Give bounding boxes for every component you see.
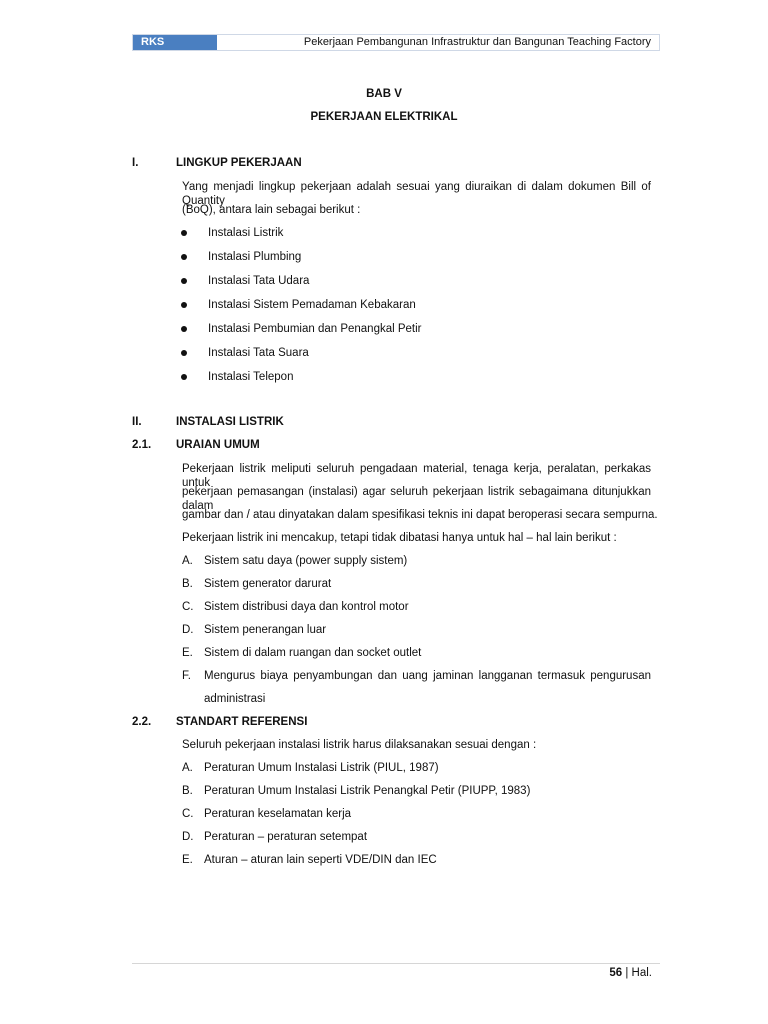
- page-footer: [609, 966, 652, 980]
- list-item: Instalasi Listrik: [208, 227, 284, 239]
- list-item: Sistem distribusi daya dan kontrol motor: [204, 601, 409, 613]
- header-tag: RKS: [133, 35, 217, 50]
- list-letter: A.: [182, 555, 193, 567]
- list-item: Instalasi Plumbing: [208, 251, 302, 263]
- subsection-2-2-title: STANDART REFERENSI: [176, 716, 308, 728]
- section-1-title: LINGKUP PEKERJAAN: [176, 157, 302, 169]
- list-item: Instalasi Tata Suara: [208, 347, 309, 359]
- subsection-2-2-number: 2.2.: [132, 716, 152, 728]
- list-letter: A.: [182, 762, 193, 774]
- page-number: 56: [609, 967, 623, 979]
- bullet-icon: [181, 374, 187, 380]
- list-item: Mengurus biaya penyambungan dan uang jaminan langganan termasuk pengurusan: [204, 670, 651, 682]
- section-2-number: II.: [132, 416, 142, 428]
- bullet-icon: [181, 230, 187, 236]
- bullet-icon: [181, 278, 187, 284]
- footer-divider: [132, 963, 660, 964]
- bullet-icon: [181, 350, 187, 356]
- page-header: [132, 34, 660, 51]
- list-item: Instalasi Pembumian dan Penangkal Petir: [208, 323, 422, 335]
- paragraph-line: Pekerjaan listrik meliputi seluruh pengadaan material, tenaga kerja, peralatan, perkakas untuk: [182, 463, 651, 489]
- list-item: Peraturan Umum Instalasi Listrik (PIUL, 1987): [204, 762, 439, 774]
- list-letter: C.: [182, 601, 194, 613]
- section-2-title: INSTALASI LISTRIK: [176, 416, 284, 428]
- list-item: Instalasi Sistem Pemadaman Kebakaran: [208, 299, 416, 311]
- bullet-icon: [181, 326, 187, 332]
- list-item: Sistem generator darurat: [204, 578, 332, 590]
- list-letter: F.: [182, 670, 191, 682]
- list-item: Instalasi Telepon: [208, 371, 294, 383]
- list-letter: D.: [182, 624, 194, 636]
- list-item: Aturan – aturan lain seperti VDE/DIN dan IEC: [204, 854, 437, 866]
- section-1-number: I.: [132, 157, 139, 169]
- section-1-intro-line1: Yang menjadi lingkup pekerjaan adalah sesuai yang diuraikan di dalam dokumen Bill of Quantity: [182, 181, 651, 207]
- list-letter: B.: [182, 785, 193, 797]
- list-letter: C.: [182, 808, 194, 820]
- list-item: Sistem penerangan luar: [204, 624, 327, 636]
- subsection-2-1-number: 2.1.: [132, 439, 152, 451]
- footer-separator: |: [622, 967, 632, 979]
- subsection-2-1-title: URAIAN UMUM: [176, 439, 260, 451]
- bullet-icon: [181, 254, 187, 260]
- list-item: Peraturan – peraturan setempat: [204, 831, 368, 843]
- paragraph-line: Seluruh pekerjaan instalasi listrik harus dilaksanakan sesuai dengan :: [182, 739, 537, 751]
- list-letter: D.: [182, 831, 194, 843]
- list-item-continuation: administrasi: [204, 693, 266, 705]
- header-title: Pekerjaan Pembangunan Infrastruktur dan Bangunan Teaching Factory: [303, 36, 651, 48]
- chapter-title: PEKERJAAN ELEKTRIKAL: [310, 111, 458, 123]
- list-item: Sistem di dalam ruangan dan socket outlet: [204, 647, 422, 659]
- paragraph-line: gambar dan / atau dinyatakan dalam spesifikasi teknis ini dapat beroperasi secara sempurna.: [182, 509, 658, 521]
- list-letter: E.: [182, 647, 193, 659]
- list-item: Instalasi Tata Udara: [208, 275, 310, 287]
- list-item: Peraturan keselamatan kerja: [204, 808, 352, 820]
- paragraph-line: Pekerjaan listrik ini mencakup, tetapi tidak dibatasi hanya untuk hal – hal lain berikut :: [182, 532, 617, 544]
- list-item: Peraturan Umum Instalasi Listrik Penangkal Petir (PIUPP, 1983): [204, 785, 531, 797]
- list-item: Sistem satu daya (power supply sistem): [204, 555, 408, 567]
- list-letter: E.: [182, 854, 193, 866]
- chapter-number: BAB V: [366, 88, 402, 100]
- bullet-icon: [181, 302, 187, 308]
- footer-label: Hal.: [631, 967, 652, 979]
- section-1-intro-line2: (BoQ), antara lain sebagai berikut :: [182, 204, 361, 216]
- list-letter: B.: [182, 578, 193, 590]
- paragraph-line: pekerjaan pemasangan (instalasi) agar seluruh pekerjaan listrik sebagaimana ditunjukkan dalam: [182, 486, 651, 512]
